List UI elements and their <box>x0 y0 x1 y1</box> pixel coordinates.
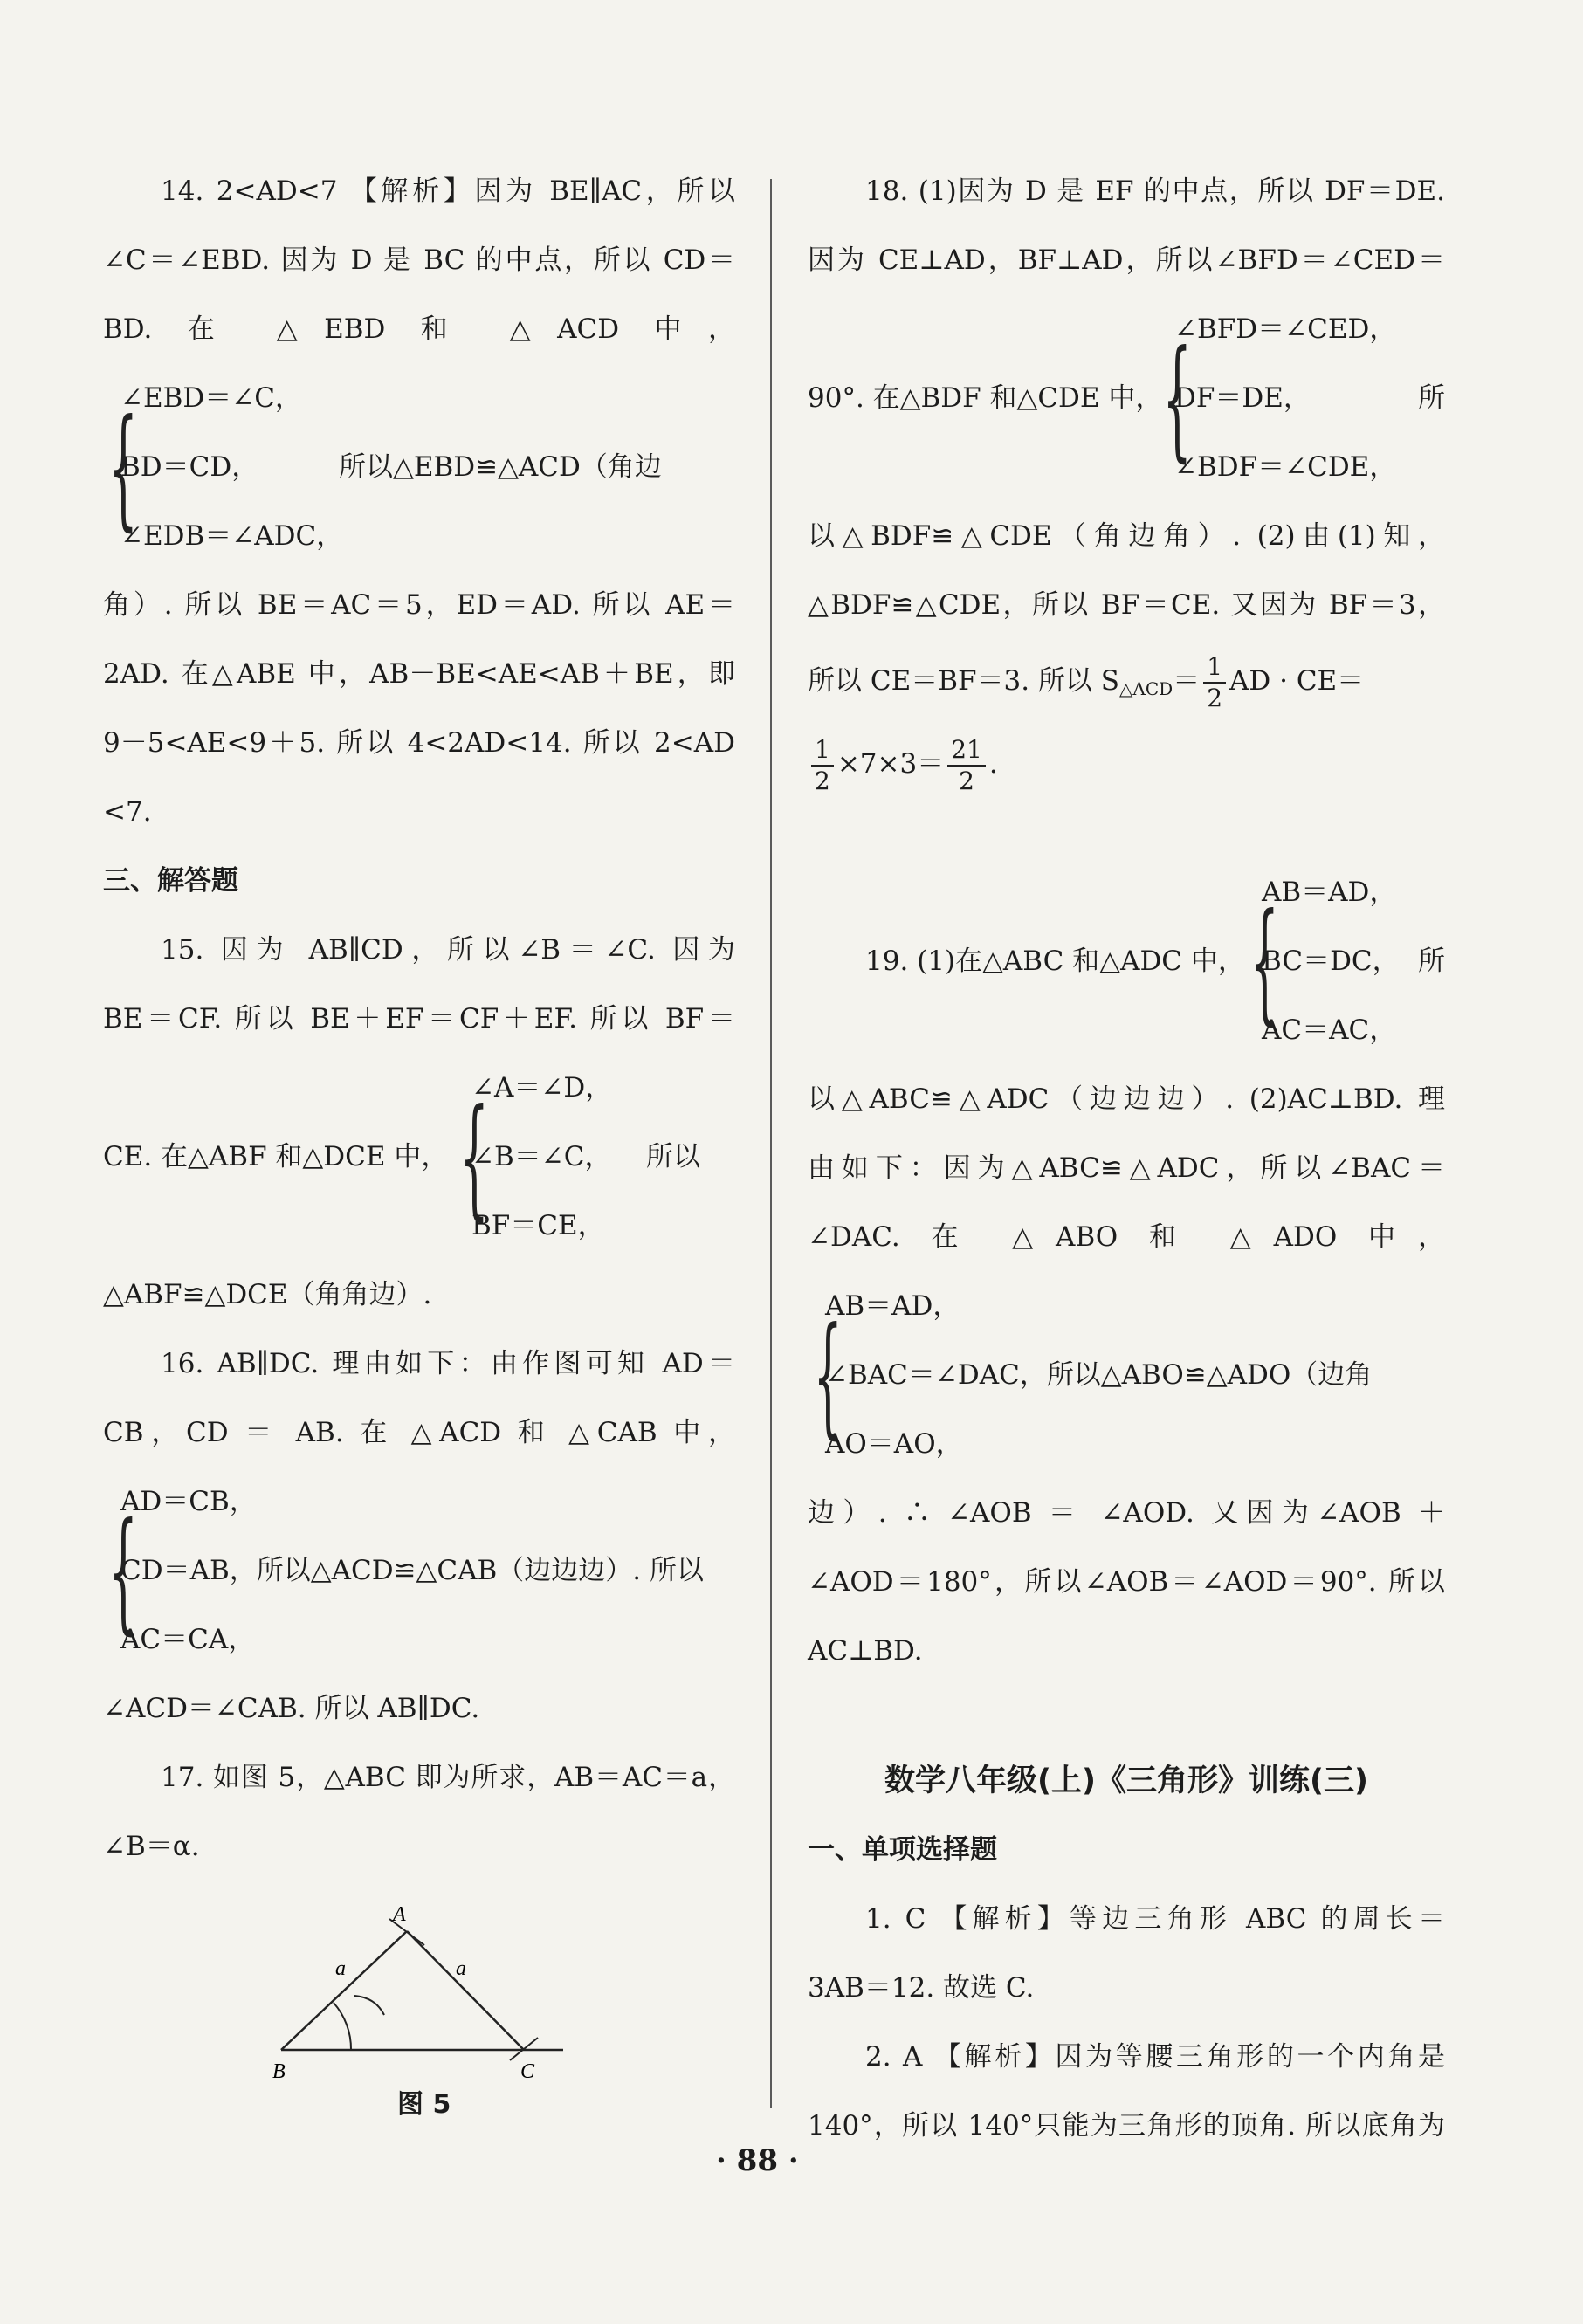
q16-sys-row-mid <box>120 1537 704 1605</box>
q16-sys-row: AC＝CA， <box>120 1624 256 1655</box>
q18-line-2: 因为 CE⊥AD，BF⊥AD，所以∠BFD＝∠CED＝ <box>808 244 1445 276</box>
q16-sys-row: AD＝CB， <box>120 1486 257 1517</box>
numerator: 21 <box>947 735 986 767</box>
side-ac <box>407 1931 524 2050</box>
label-b-vertex: B <box>272 2060 286 2083</box>
arc-mark-ab <box>354 1996 384 2015</box>
q18-line-6 <box>808 723 1445 806</box>
q14-sys-row: ∠EBD＝∠C， <box>120 382 302 414</box>
brace-icon: { <box>1249 885 1279 1038</box>
q14-line-7: <7. <box>103 796 152 828</box>
label-a-vertex: A <box>393 1903 406 1926</box>
q18-l6-mid: ×7×3＝ <box>836 748 945 780</box>
q18-sys-row: ∠BFD＝∠CED， <box>1174 313 1397 345</box>
q18-line-4: △BDF≌△CDE，所以 BF＝CE. 又因为 BF＝3， <box>808 589 1445 621</box>
section-heading-3: 三、解答题 <box>103 865 238 897</box>
q16-sys-tail: 所以△ACD≌△CAB（边边边）. 所以 <box>256 1555 704 1586</box>
page-number: · 88 · <box>716 2143 799 2178</box>
q14-sys-row: ∠EDB＝∠ADC， <box>120 520 344 552</box>
q19-pre: 19. (1)在△ABC 和△ADC 中， <box>865 945 1245 977</box>
q2-line-1: 2. A 【解析】因为等腰三角形的一个内角是 <box>865 2041 1445 2073</box>
q18-l6-post: . <box>988 748 998 780</box>
figure-caption: 图 5 <box>397 2089 451 2120</box>
q19-line-1: 以△ABC≌△ADC（边边边）. (2)AC⊥BD. 理 <box>808 1083 1445 1115</box>
q19-line-6: AC⊥BD. <box>808 1635 923 1667</box>
q19-line-5: ∠AOD＝180°，所以∠AOB＝∠AOD＝90°. 所以 <box>808 1566 1445 1598</box>
q16-line-1: 16. AB∥DC. 理由如下：由作图可知 AD＝ <box>161 1348 735 1379</box>
q19-sys-row: AC＝AC， <box>1262 1014 1397 1046</box>
q14-equation-system <box>103 364 735 571</box>
brace-icon: { <box>108 1495 138 1647</box>
q15-equation-system <box>103 1054 735 1261</box>
q18-l5-pre: 所以 CE＝BF＝3. 所以 S <box>808 665 1120 697</box>
q18-sys-row: ∠BDF＝∠CDE， <box>1174 451 1397 483</box>
q18-l5-post: AD · CE＝ <box>1229 665 1365 697</box>
q17-line-1: 17. 如图 5，△ABC 即为所求，AB＝AC＝a， <box>161 1762 735 1793</box>
q18-sys-row: DF＝DE， <box>1174 382 1311 414</box>
label-side-ac: a <box>456 1957 466 1980</box>
q14-line-4: 角）. 所以 BE＝AC＝5，ED＝AD. 所以 AE＝ <box>103 589 735 621</box>
q18-l5-sub: △ACD <box>1119 678 1173 699</box>
fraction <box>1203 652 1226 713</box>
q14-sys-row: BD＝CD， <box>120 451 259 483</box>
q15-pre: CE. 在△ABF 和△DCE 中， <box>103 1141 449 1172</box>
q15-line-2: BE＝CF. 所以 BE＋EF＝CF＋EF. 所以 BF＝ <box>103 1003 735 1035</box>
q16-line-3: ∠ACD＝∠CAB. 所以 AB∥DC. <box>103 1693 480 1724</box>
q19-sys-row: BC＝DC， <box>1262 945 1400 977</box>
q2-line-2: 140°，所以 140°只能为三角形的顶角. 所以底角为 <box>808 2110 1445 2142</box>
angle-arc-b <box>334 2003 351 2050</box>
spacer <box>808 1686 1445 1747</box>
label-side-ab: a <box>335 1957 346 1980</box>
section-heading-1: 一、单项选择题 <box>808 1834 997 1866</box>
q14-sys-tail: 所以△EBD≌△ACD（角边 <box>339 451 662 483</box>
q18-sys-tail: 所 <box>1418 382 1445 414</box>
fraction <box>811 735 834 796</box>
numerator: 1 <box>811 735 834 767</box>
q14-line-6: 9－5<AE<9＋5. 所以 4<2AD<14. 所以 2<AD <box>103 727 735 759</box>
fraction <box>947 735 986 796</box>
q19-equation-system-2 <box>808 1272 1445 1479</box>
brace-icon: { <box>1162 322 1192 475</box>
label-c-vertex: C <box>520 2060 535 2083</box>
triangle-figure <box>262 1894 594 2104</box>
q15-sys-row: ∠A＝∠D， <box>471 1072 613 1104</box>
q18-l5-mid: ＝ <box>1173 665 1201 697</box>
brace-icon: { <box>813 1299 843 1452</box>
q19-line-4: 边）. ∴ ∠AOB ＝ ∠AOD. 又因为∠AOB ＋ <box>808 1497 1445 1529</box>
q19-sys2-tail: 所以△ABO≌△ADO（边角 <box>1046 1359 1373 1391</box>
q19-line-2: 由如下：因为△ABC≌△ADC，所以∠BAC＝ <box>808 1152 1445 1184</box>
q16-equation-system <box>103 1468 735 1674</box>
side-ba <box>281 1931 407 2050</box>
q16-sys-row: CD＝AB， <box>120 1555 257 1586</box>
q1-line-2: 3AB＝12. 故选 C. <box>808 1972 1035 2004</box>
q18-line-1: 18. (1)因为 D 是 EF 的中点，所以 DF＝DE. <box>865 175 1445 207</box>
q19-sys2-row-mid <box>825 1341 1372 1410</box>
q19-line-3: ∠DAC. 在 △ABO 和 △ADO 中， <box>808 1221 1445 1253</box>
q14-line-1: 14. 2<AD<7 【解析】因为 BE∥AC，所以 <box>161 175 735 207</box>
column-divider <box>770 179 772 2108</box>
q18-line-3: 以△BDF≌△CDE（角边角）. (2)由(1)知， <box>808 520 1445 552</box>
q19-sys2-row: ∠BAC＝∠DAC， <box>825 1359 1047 1391</box>
numerator: 1 <box>1203 652 1226 684</box>
q1-line-1: 1. C 【解析】等边三角形 ABC 的周长＝ <box>865 1903 1445 1935</box>
q15-line-1: 15. 因为 AB∥CD，所以∠B＝∠C. 因为 <box>161 934 735 966</box>
q17-line-2: ∠B＝α. <box>103 1831 200 1862</box>
q18-pre: 90°. 在△BDF 和△CDE 中， <box>808 382 1163 414</box>
brace-icon: { <box>108 391 138 544</box>
section-title: 数学八年级(上)《三角形》训练(三) <box>884 1764 1368 1798</box>
q15-line-3: △ABF≌△DCE（角角边）. <box>103 1279 432 1310</box>
q19-sys-row: AB＝AD， <box>1262 877 1397 908</box>
brace-icon: { <box>459 1081 489 1234</box>
q19-sys2-row: AB＝AD， <box>825 1290 960 1322</box>
q14-line-5: 2AD. 在△ABE 中，AB－BE<AE<AB＋BE，即 <box>103 658 735 690</box>
q15-sys-row: ∠B＝∠C， <box>471 1141 612 1172</box>
q18-line-5 <box>808 640 1445 723</box>
q14-line-3: BD. 在 △EBD 和 △ACD 中， <box>103 313 735 345</box>
q19-sys2-row: AO＝AO， <box>825 1428 963 1460</box>
left-column <box>103 157 735 1881</box>
denominator: 2 <box>959 766 974 795</box>
spacer <box>808 806 1445 858</box>
q16-line-2: CB，CD ＝ AB. 在 △ACD 和 △CAB 中， <box>103 1417 735 1448</box>
q15-sys-row: BF＝CE， <box>471 1210 605 1241</box>
q18-equation-system <box>808 295 1445 502</box>
q19-sys-tail: 所 <box>1418 945 1445 977</box>
right-column <box>808 157 1445 2161</box>
q14-line-2: ∠C＝∠EBD. 因为 D 是 BC 的中点，所以 CD＝ <box>103 244 735 276</box>
q15-sys-tail: 所以 <box>646 1141 700 1172</box>
denominator: 2 <box>815 766 830 795</box>
denominator: 2 <box>1207 683 1223 712</box>
q19-equation-system <box>808 858 1445 1065</box>
